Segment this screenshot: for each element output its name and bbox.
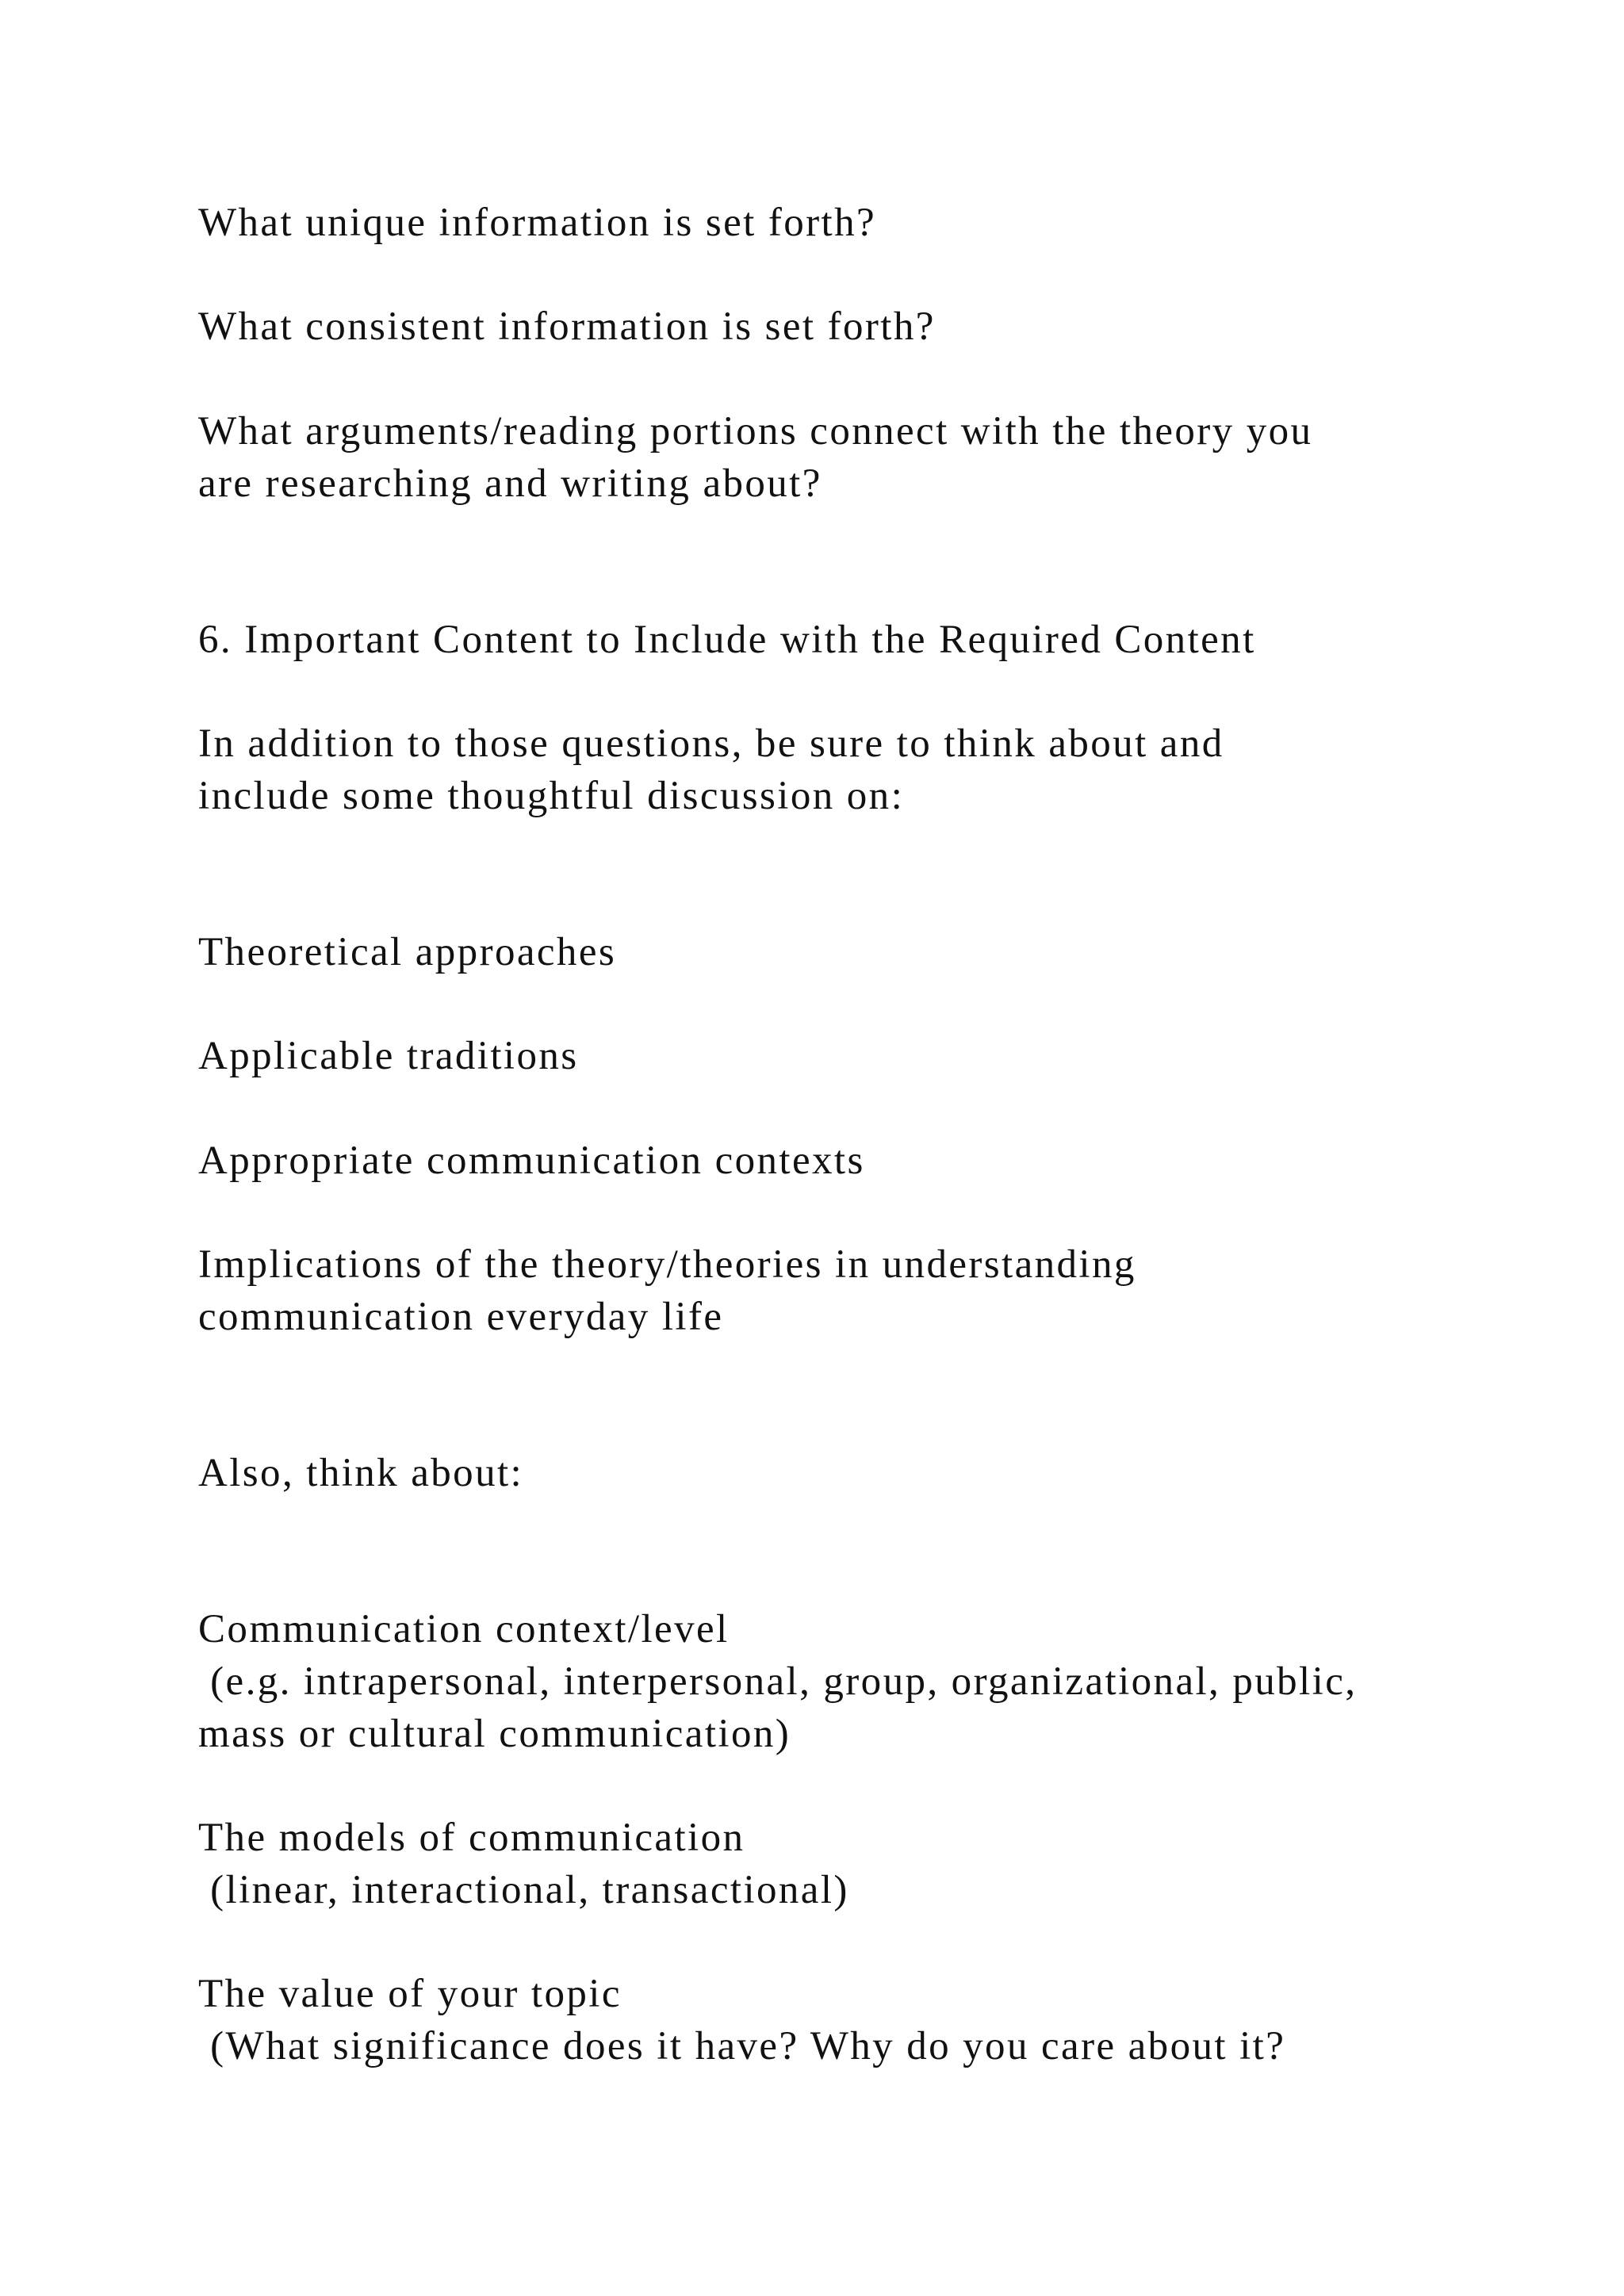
intro-line-2: include some thoughtful discussion on:	[198, 774, 905, 818]
models-title: The models of communication	[198, 1816, 745, 1860]
item-applicable-traditions: Applicable traditions	[198, 1034, 579, 1078]
item-implications-line-2: communication everyday life	[198, 1295, 724, 1339]
value-title: The value of your topic	[198, 1972, 622, 2016]
value-detail: (What significance does it have? Why do you care about it?	[198, 2024, 1286, 2068]
question-arguments-line-1: What arguments/reading portions connect with the theory you	[198, 409, 1313, 453]
item-implications-line-1: Implications of the theory/theories in understanding	[198, 1242, 1136, 1287]
question-arguments-line-2: are researching and writing about?	[198, 461, 822, 506]
context-level-title: Communication context/level	[198, 1607, 730, 1651]
also-think-about: Also, think about:	[198, 1451, 524, 1495]
question-unique-info: What unique information is set forth?	[198, 201, 877, 245]
question-consistent-info: What consistent information is set forth?	[198, 304, 936, 349]
intro-line-1: In addition to those questions, be sure to think about and	[198, 721, 1224, 766]
context-level-detail-line-2: mass or cultural communication)	[198, 1712, 791, 1756]
section-heading: 6. Important Content to Include with the Required Content	[198, 618, 1256, 662]
models-detail: (linear, interactional, transactional)	[198, 1868, 849, 1912]
context-level-detail-line-1: (e.g. intrapersonal, interpersonal, group, organizational, public,	[198, 1659, 1358, 1704]
item-communication-contexts: Appropriate communication contexts	[198, 1138, 865, 1183]
item-theoretical-approaches: Theoretical approaches	[198, 930, 617, 974]
